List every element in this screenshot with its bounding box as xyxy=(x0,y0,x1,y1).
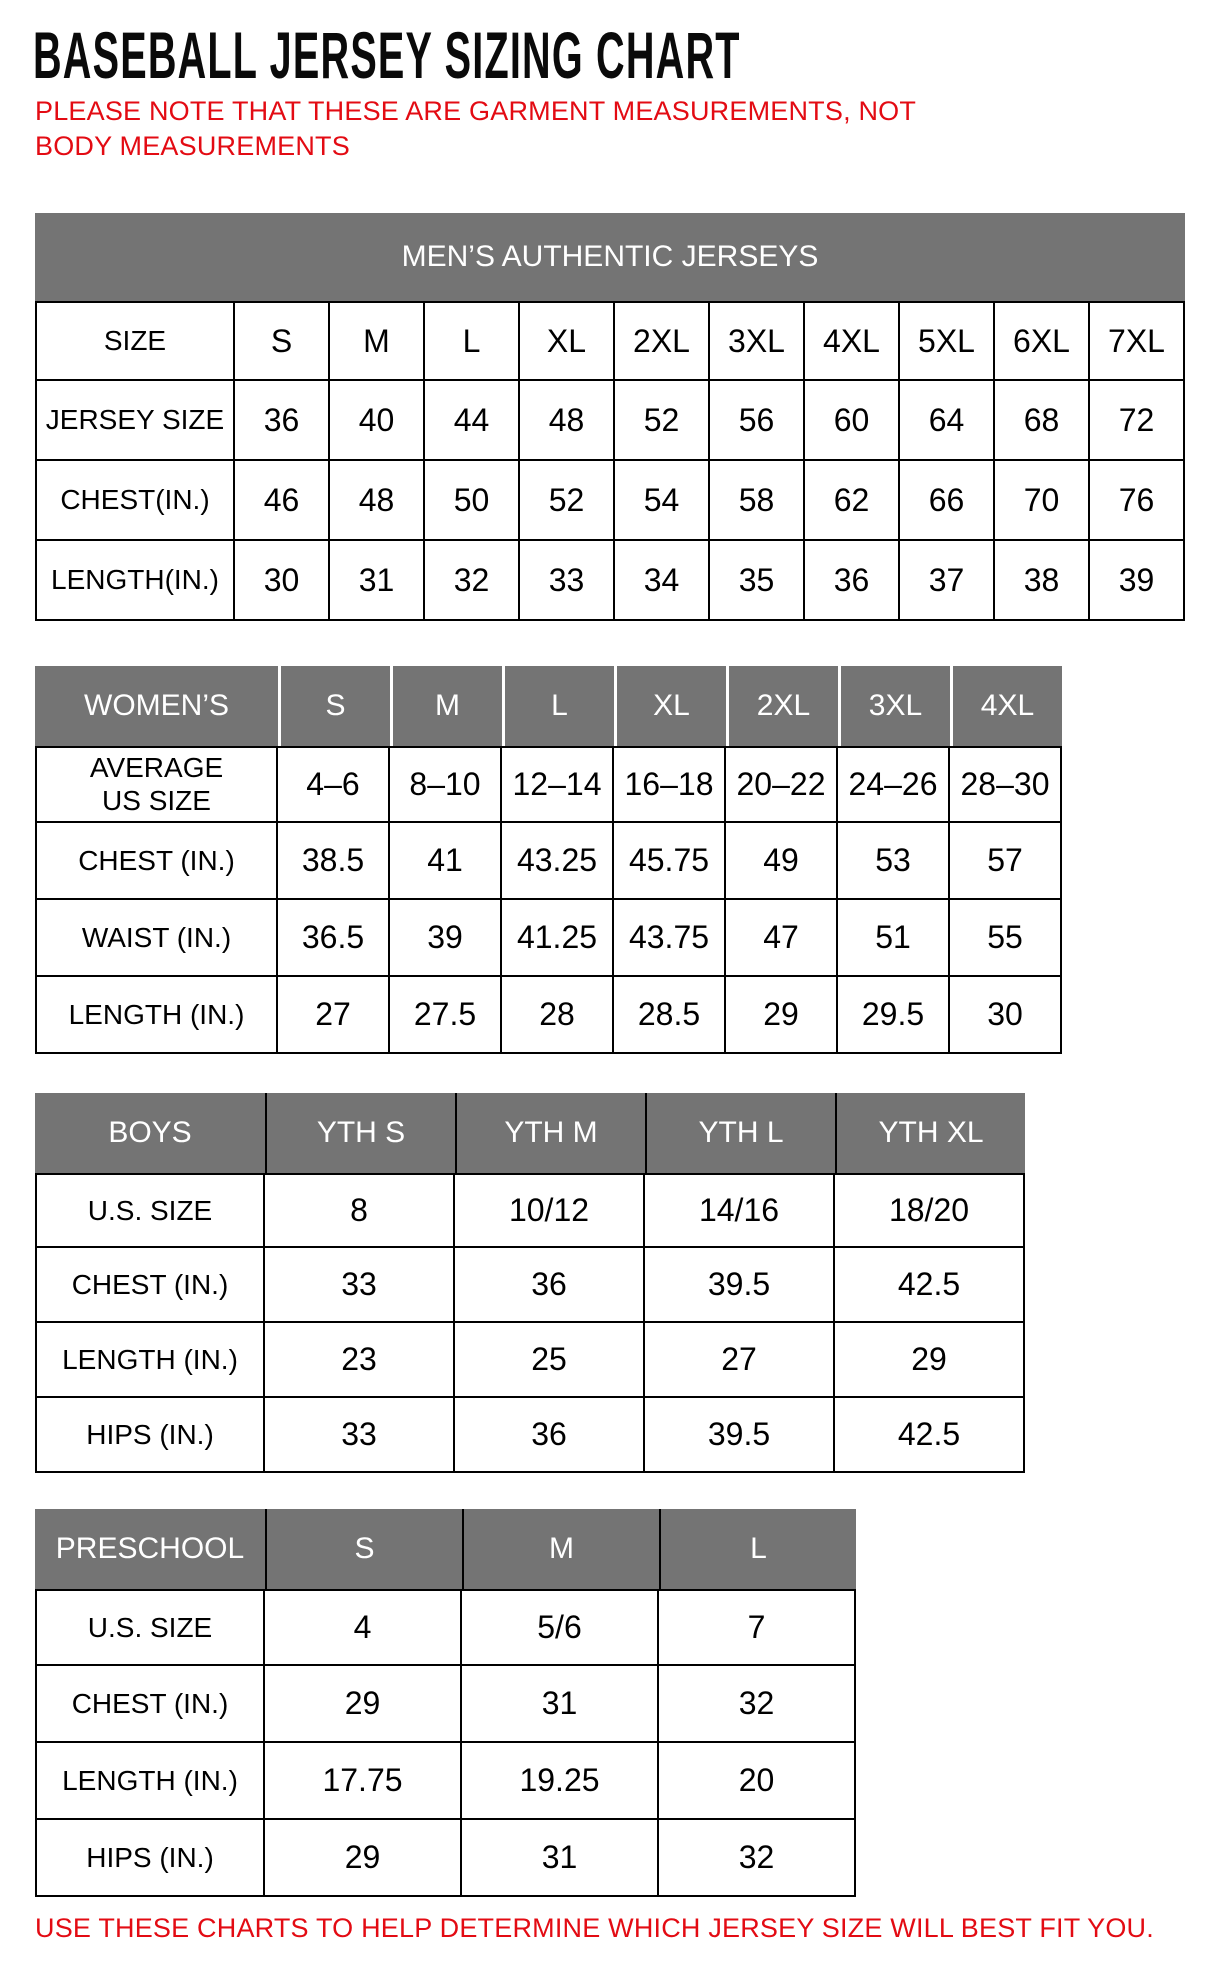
cell: 32 xyxy=(659,1666,856,1743)
size-header: L xyxy=(659,1509,856,1589)
cell: 17.75 xyxy=(265,1743,462,1820)
table-row-chest xyxy=(35,461,1185,541)
cell: 18/20 xyxy=(835,1173,1025,1248)
cell: 7XL xyxy=(1090,301,1185,381)
cell: 35 xyxy=(710,541,805,621)
cell: 31 xyxy=(462,1666,659,1743)
womens-sizing-table xyxy=(35,666,1062,1054)
boys-table-header-row xyxy=(35,1093,1025,1173)
cell: 29 xyxy=(835,1323,1025,1398)
cell: 45.75 xyxy=(614,823,726,900)
cell: 47 xyxy=(726,900,838,977)
table-row-hips xyxy=(35,1820,856,1897)
womens-table-header-row xyxy=(35,666,1062,746)
cell: 3XL xyxy=(710,301,805,381)
boys-table-title: BOYS xyxy=(35,1093,265,1173)
cell: 42.5 xyxy=(835,1248,1025,1323)
cell: 55 xyxy=(950,900,1062,977)
cell: 68 xyxy=(995,381,1090,461)
mens-table-title: MEN’S AUTHENTIC JERSEYS xyxy=(35,213,1185,301)
cell: 53 xyxy=(838,823,950,900)
cell: 32 xyxy=(425,541,520,621)
row-label: WAIST (IN.) xyxy=(35,900,278,977)
cell: 31 xyxy=(462,1820,659,1897)
cell: 31 xyxy=(330,541,425,621)
cell: 36 xyxy=(805,541,900,621)
cell: 62 xyxy=(805,461,900,541)
table-row-chest xyxy=(35,1666,856,1743)
cell: L xyxy=(425,301,520,381)
cell: 24–26 xyxy=(838,746,950,823)
cell: 5XL xyxy=(900,301,995,381)
cell: 46 xyxy=(235,461,330,541)
cell: 39 xyxy=(390,900,502,977)
table-row-chest xyxy=(35,1248,1025,1323)
row-label: JERSEY SIZE xyxy=(35,381,235,461)
row-label: CHEST(IN.) xyxy=(35,461,235,541)
cell: 41 xyxy=(390,823,502,900)
cell: 5/6 xyxy=(462,1589,659,1666)
row-label: SIZE xyxy=(35,301,235,381)
cell: 36 xyxy=(455,1248,645,1323)
table-row-length xyxy=(35,1743,856,1820)
cell: 8 xyxy=(265,1173,455,1248)
cell: 27 xyxy=(645,1323,835,1398)
row-label xyxy=(35,746,278,823)
cell: 33 xyxy=(520,541,615,621)
cell: 40 xyxy=(330,381,425,461)
row-label: HIPS (IN.) xyxy=(35,1820,265,1897)
cell: 10/12 xyxy=(455,1173,645,1248)
size-header: 2XL xyxy=(726,666,838,746)
cell: 76 xyxy=(1090,461,1185,541)
cell: 60 xyxy=(805,381,900,461)
cell: 4–6 xyxy=(278,746,390,823)
cell: 19.25 xyxy=(462,1743,659,1820)
mens-table-header-row xyxy=(35,213,1185,301)
table-row-hips xyxy=(35,1398,1025,1473)
cell: 7 xyxy=(659,1589,856,1666)
cell: 4XL xyxy=(805,301,900,381)
cell: 44 xyxy=(425,381,520,461)
cell: 52 xyxy=(615,381,710,461)
cell: 39 xyxy=(1090,541,1185,621)
cell: 27.5 xyxy=(390,977,502,1054)
cell: 29.5 xyxy=(838,977,950,1054)
cell: 38 xyxy=(995,541,1090,621)
cell: 48 xyxy=(520,381,615,461)
cell: M xyxy=(330,301,425,381)
size-header: YTH S xyxy=(265,1093,455,1173)
size-header: S xyxy=(265,1509,462,1589)
table-row-us-size xyxy=(35,746,1062,823)
table-row-waist xyxy=(35,900,1062,977)
row-label: CHEST (IN.) xyxy=(35,1666,265,1743)
cell: S xyxy=(235,301,330,381)
cell: 27 xyxy=(278,977,390,1054)
cell: 29 xyxy=(726,977,838,1054)
cell: 14/16 xyxy=(645,1173,835,1248)
garment-measurement-note: PLEASE NOTE THAT THESE ARE GARMENT MEASUREMENTS, NOT BODY MEASUREMENTS xyxy=(35,96,916,161)
row-label: LENGTH (IN.) xyxy=(35,1743,265,1820)
page-title: BASEBALL JERSEY SIZING CHART xyxy=(33,18,741,92)
row-label: U.S. SIZE xyxy=(35,1173,265,1248)
cell: 28 xyxy=(502,977,614,1054)
cell: 48 xyxy=(330,461,425,541)
cell: 43.75 xyxy=(614,900,726,977)
cell: 38.5 xyxy=(278,823,390,900)
table-row-length xyxy=(35,541,1185,621)
cell: 57 xyxy=(950,823,1062,900)
preschool-sizing-table xyxy=(35,1509,856,1897)
size-header: L xyxy=(502,666,614,746)
cell: 23 xyxy=(265,1323,455,1398)
cell: 56 xyxy=(710,381,805,461)
cell: 50 xyxy=(425,461,520,541)
cell: 25 xyxy=(455,1323,645,1398)
boys-sizing-table xyxy=(35,1093,1025,1473)
size-header: YTH M xyxy=(455,1093,645,1173)
cell: 52 xyxy=(520,461,615,541)
cell: 6XL xyxy=(995,301,1090,381)
cell: 30 xyxy=(950,977,1062,1054)
table-row-us-size xyxy=(35,1589,856,1666)
row-label: CHEST (IN.) xyxy=(35,1248,265,1323)
cell: 2XL xyxy=(615,301,710,381)
cell: 66 xyxy=(900,461,995,541)
cell: 36 xyxy=(455,1398,645,1473)
cell: 39.5 xyxy=(645,1398,835,1473)
cell: 36 xyxy=(235,381,330,461)
cell: 33 xyxy=(265,1398,455,1473)
cell: 42.5 xyxy=(835,1398,1025,1473)
table-row-length xyxy=(35,1323,1025,1398)
cell: XL xyxy=(520,301,615,381)
womens-table-title: WOMEN’S xyxy=(35,666,278,746)
cell: 64 xyxy=(900,381,995,461)
cell: 29 xyxy=(265,1666,462,1743)
cell: 20–22 xyxy=(726,746,838,823)
cell: 29 xyxy=(265,1820,462,1897)
cell: 34 xyxy=(615,541,710,621)
size-header: YTH XL xyxy=(835,1093,1025,1173)
table-row-us-size xyxy=(35,1173,1025,1248)
cell: 20 xyxy=(659,1743,856,1820)
size-header: S xyxy=(278,666,390,746)
cell: 70 xyxy=(995,461,1090,541)
row-label: HIPS (IN.) xyxy=(35,1398,265,1473)
cell: 41.25 xyxy=(502,900,614,977)
row-label: LENGTH(IN.) xyxy=(35,541,235,621)
cell: 8–10 xyxy=(390,746,502,823)
size-header: YTH L xyxy=(645,1093,835,1173)
cell: 32 xyxy=(659,1820,856,1897)
size-header: 3XL xyxy=(838,666,950,746)
cell: 49 xyxy=(726,823,838,900)
row-label: LENGTH (IN.) xyxy=(35,977,278,1054)
cell: 51 xyxy=(838,900,950,977)
size-header: M xyxy=(462,1509,659,1589)
fit-advice-note: USE THESE CHARTS TO HELP DETERMINE WHICH JERSEY SIZE WILL BEST FIT YOU. xyxy=(35,1913,1154,1944)
mens-sizing-table xyxy=(35,213,1185,621)
cell: 37 xyxy=(900,541,995,621)
cell: 36.5 xyxy=(278,900,390,977)
preschool-table-title: PRESCHOOL xyxy=(35,1509,265,1589)
row-label: CHEST (IN.) xyxy=(35,823,278,900)
table-row-size xyxy=(35,301,1185,381)
table-row-chest xyxy=(35,823,1062,900)
size-header: XL xyxy=(614,666,726,746)
size-header: 4XL xyxy=(950,666,1062,746)
cell: 28.5 xyxy=(614,977,726,1054)
cell: 16–18 xyxy=(614,746,726,823)
table-row-jersey-size xyxy=(35,381,1185,461)
row-label: LENGTH (IN.) xyxy=(35,1323,265,1398)
cell: 30 xyxy=(235,541,330,621)
row-label-text: AVERAGE US SIZE xyxy=(89,752,224,816)
size-header: M xyxy=(390,666,502,746)
cell: 39.5 xyxy=(645,1248,835,1323)
cell: 4 xyxy=(265,1589,462,1666)
cell: 43.25 xyxy=(502,823,614,900)
table-row-length xyxy=(35,977,1062,1054)
cell: 58 xyxy=(710,461,805,541)
cell: 28–30 xyxy=(950,746,1062,823)
row-label: U.S. SIZE xyxy=(35,1589,265,1666)
cell: 33 xyxy=(265,1248,455,1323)
cell: 12–14 xyxy=(502,746,614,823)
cell: 54 xyxy=(615,461,710,541)
cell: 72 xyxy=(1090,381,1185,461)
preschool-table-header-row xyxy=(35,1509,856,1589)
